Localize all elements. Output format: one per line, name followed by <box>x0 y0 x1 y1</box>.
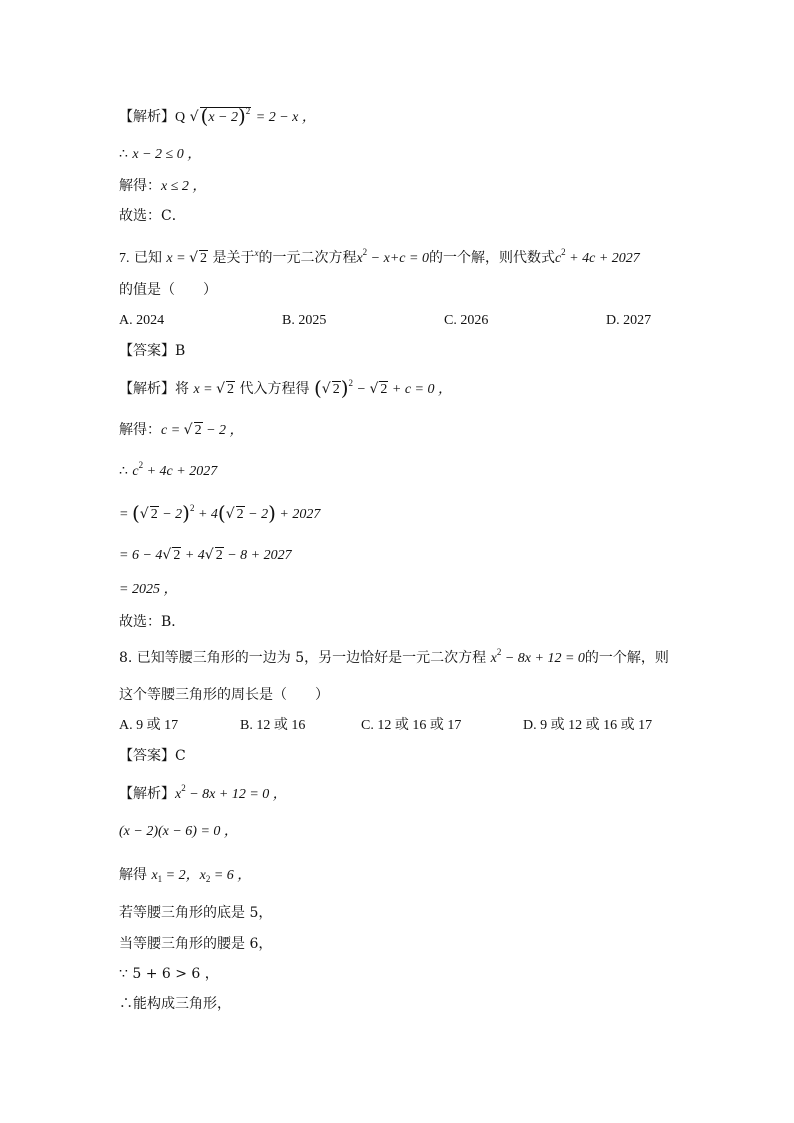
therefore-icon: ∴ <box>119 146 128 162</box>
sqrt-expression: √ $(x - 2)^2$ <box>189 104 251 128</box>
q7-solve-label: 解得： <box>119 422 161 438</box>
q7-option-c: C. 2026 <box>444 313 489 328</box>
therefore-icon: ∴ <box>119 463 128 479</box>
q7-text-c: 的一元二次方程 <box>258 250 357 266</box>
q8-step-3: ∵ 5 + 6 > 6 ， <box>119 966 219 982</box>
q7-choice: 故选：B． <box>119 614 186 630</box>
q8-answer: 【答案】C <box>119 748 186 764</box>
q8-text-b: 的一个解，则 <box>584 650 669 666</box>
q7-step-3: = 6 − 4√ 2 + 4√ 2 − 8 + 2027 <box>119 547 292 563</box>
q7-number: 7. <box>119 251 130 266</box>
q8-step-2: 当等腰三角形的腰是 6， <box>119 936 273 952</box>
q8-option-a: A. 9 或 17 <box>119 718 179 733</box>
analysis-rhs: = 2 − x ， <box>255 110 316 125</box>
q7-text-a: 已知 <box>133 250 162 266</box>
q7-option-a: A. 2024 <box>119 313 165 328</box>
q7-answer: 【答案】B <box>119 343 186 359</box>
q7-text-b: 是关于 <box>212 250 255 266</box>
q7-step-2: = (√ 2 − 2)$^2$ + 4(√ 2 − 2) + 2027 <box>119 501 321 525</box>
q7-analysis-label: 【解析】 <box>119 381 175 397</box>
q8-solution: 解得 $x_1 = 2$，$x_2 = 6$ ， <box>119 867 252 884</box>
analysis-line-1 <box>119 104 316 128</box>
q8-option-b: B. 12 或 16 <box>240 718 306 733</box>
q8-factored: (x − 2)(x − 6) = 0 ， <box>119 824 238 839</box>
q8-solve-label: 解得 <box>119 867 147 883</box>
solve-label: 解得： <box>119 178 161 194</box>
analysis-line-2 <box>119 144 201 165</box>
q7-step-1: ∴ $c^2 + 4c + 2027$ <box>119 460 218 479</box>
q8-analysis-label: 【解析】 <box>119 786 175 802</box>
q7-analysis-a: 将 <box>175 381 189 397</box>
q8-step-4: ∴能构成三角形， <box>119 996 231 1012</box>
q7-stem-line-1: 7. 已知 x = √ 2 是关于$^x$的一元二次方程$x^2 - x+c = 0$的一个解，则代数式$c^2 + 4c + 2027$ <box>119 247 640 266</box>
q8-step-1: 若等腰三角形的底是 5， <box>119 905 273 921</box>
q7-text-d: 的一个解，则代数式 <box>428 250 555 266</box>
q7-analysis-line-2: 解得：c = √ 2 − 2 ， <box>119 422 244 438</box>
q7-option-d: D. 2027 <box>606 313 652 328</box>
q7-analysis-line-1: 【解析】将 x = √ 2 代入方程得 (√ 2)$^2$ − √ 2 + c = 0 ， <box>119 376 452 400</box>
q8-stem-line-1 <box>119 648 669 669</box>
q7-stem-line-2: 的值是（ ） <box>119 282 217 298</box>
q8-option-d: D. 9 或 12 或 16 或 17 <box>523 718 653 733</box>
q8-stem-line-2: 这个等腰三角形的周长是（ ） <box>119 687 329 703</box>
q7-expression: $c^2 + 4c + 2027$ <box>554 247 640 266</box>
solution: x ≤ 2 ， <box>161 179 207 194</box>
q8-analysis-line-1: 【解析】$x^2 - 8x + 12 = 0$ ， <box>119 783 287 802</box>
because-symbol: Q <box>175 110 186 125</box>
analysis-choice: 故选：C． <box>119 208 186 224</box>
q8-text-a: 8. 已知等腰三角形的一边为 5，另一边恰好是一元二次方程 <box>119 650 487 666</box>
q7-analysis-b: 代入方程得 <box>239 381 310 397</box>
q7-step-4: = 2025 ， <box>119 582 178 597</box>
q7-equation: $x^2 - x+c = 0$ <box>356 247 429 266</box>
q7-root: x = √ 2 <box>166 250 207 266</box>
analysis-label: 【解析】 <box>119 109 175 125</box>
q8-equation: $x^2 - 8x + 12 = 0$ <box>490 647 585 666</box>
inequality: x − 2 ≤ 0 ， <box>132 147 202 162</box>
q8-option-c: C. 12 或 16 或 17 <box>361 718 462 733</box>
analysis-line-3 <box>119 176 206 197</box>
q7-option-b: B. 2025 <box>282 313 327 328</box>
q7-substitution: (√ 2)$^2$ − √ 2 + c = 0 ， <box>313 376 452 400</box>
